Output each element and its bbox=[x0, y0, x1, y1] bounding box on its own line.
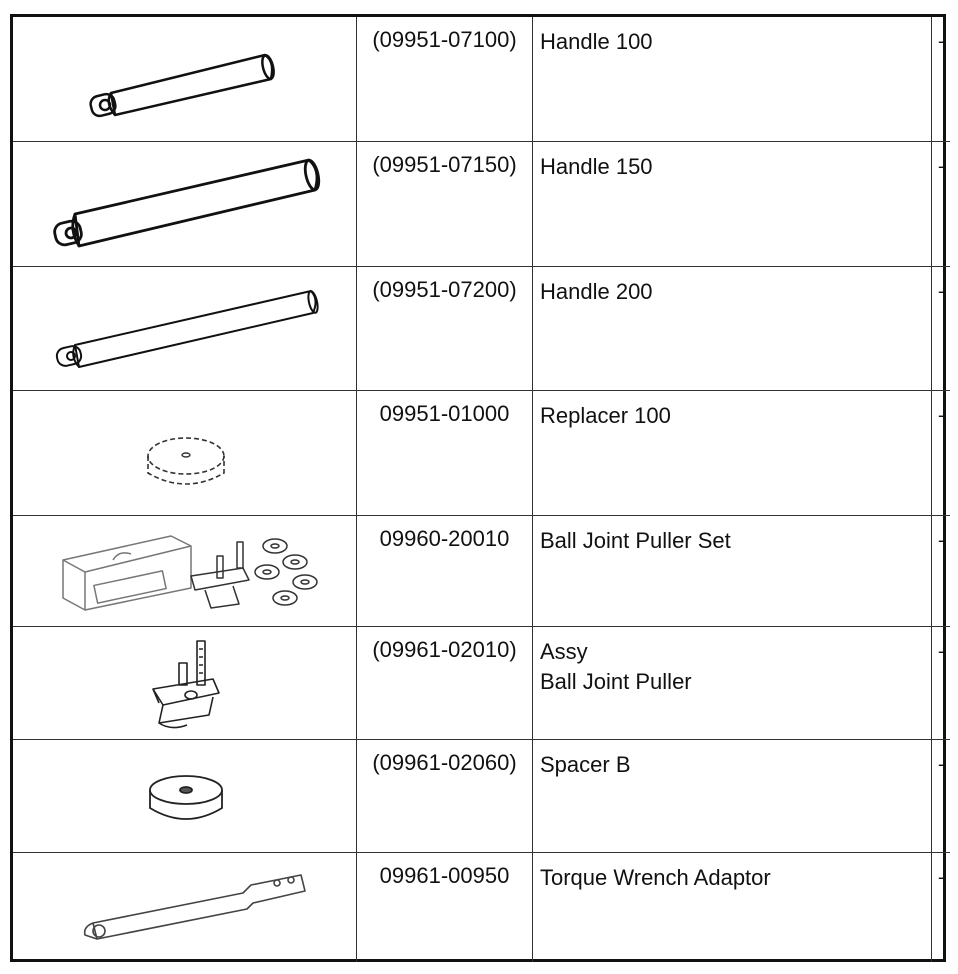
remark-cell: - bbox=[932, 626, 951, 739]
remark-cell: - bbox=[932, 17, 951, 141]
table-row bbox=[13, 390, 950, 515]
part-number: (09961-02060) bbox=[357, 739, 533, 852]
tool-illustration-cell bbox=[13, 852, 357, 962]
part-number: (09961-02010) bbox=[357, 626, 533, 739]
part-number: 09951-01000 bbox=[357, 390, 533, 515]
table-row bbox=[13, 141, 950, 266]
remark-cell: - bbox=[932, 739, 951, 852]
tool-name-line: Ball Joint Puller bbox=[540, 668, 692, 694]
tool-name bbox=[533, 266, 932, 390]
remark-cell: - bbox=[932, 852, 951, 962]
table-row bbox=[13, 266, 950, 390]
tool-name-line: Replacer 100 bbox=[540, 402, 671, 428]
tool-illustration-cell bbox=[13, 739, 357, 852]
table-row bbox=[13, 626, 950, 739]
special-tools-table bbox=[10, 14, 946, 962]
remark-cell: - bbox=[932, 515, 951, 626]
tool-illustration-cell bbox=[13, 17, 357, 141]
tool-name-line: Torque Wrench Adaptor bbox=[540, 864, 771, 890]
tool-name bbox=[533, 390, 932, 515]
handle-200-icon bbox=[13, 267, 356, 390]
tool-illustration-cell bbox=[13, 515, 357, 626]
tool-name-line: Ball Joint Puller Set bbox=[540, 527, 731, 553]
table-row bbox=[13, 17, 950, 141]
remark-cell: - bbox=[932, 390, 951, 515]
ball-joint-puller-icon bbox=[13, 627, 356, 739]
tool-name bbox=[533, 626, 932, 739]
handle-100-icon bbox=[13, 17, 356, 140]
part-number: (09951-07150) bbox=[357, 141, 533, 266]
remark-cell: - bbox=[932, 141, 951, 266]
part-number: 09960-20010 bbox=[357, 515, 533, 626]
remark-cell: - bbox=[932, 266, 951, 390]
table-row bbox=[13, 852, 950, 962]
torque-wrench-adaptor-icon bbox=[13, 853, 356, 962]
table-row bbox=[13, 515, 950, 626]
tool-name bbox=[533, 17, 932, 141]
puller-set-icon bbox=[13, 516, 356, 626]
part-number: 09961-00950 bbox=[357, 852, 533, 962]
tool-illustration-cell bbox=[13, 626, 357, 739]
tool-name bbox=[533, 515, 932, 626]
part-number: (09951-07100) bbox=[357, 17, 533, 141]
tool-name-line: Spacer B bbox=[540, 751, 631, 777]
tool-name bbox=[533, 141, 932, 266]
tool-illustration-cell bbox=[13, 390, 357, 515]
tool-name-line: Assy bbox=[540, 638, 588, 664]
tool-name-line: Handle 200 bbox=[540, 278, 653, 304]
part-number: (09951-07200) bbox=[357, 266, 533, 390]
handle-150-icon bbox=[13, 142, 356, 266]
tool-name-line: Handle 100 bbox=[540, 29, 653, 54]
replacer-icon bbox=[13, 391, 356, 515]
tool-illustration-cell bbox=[13, 141, 357, 266]
tool-name bbox=[533, 852, 932, 962]
tool-illustration-cell bbox=[13, 266, 357, 390]
tool-name bbox=[533, 739, 932, 852]
replacer-hole bbox=[182, 453, 190, 457]
spacer-icon bbox=[13, 740, 356, 852]
table-row bbox=[13, 739, 950, 852]
tool-name-line: Handle 150 bbox=[540, 153, 653, 179]
